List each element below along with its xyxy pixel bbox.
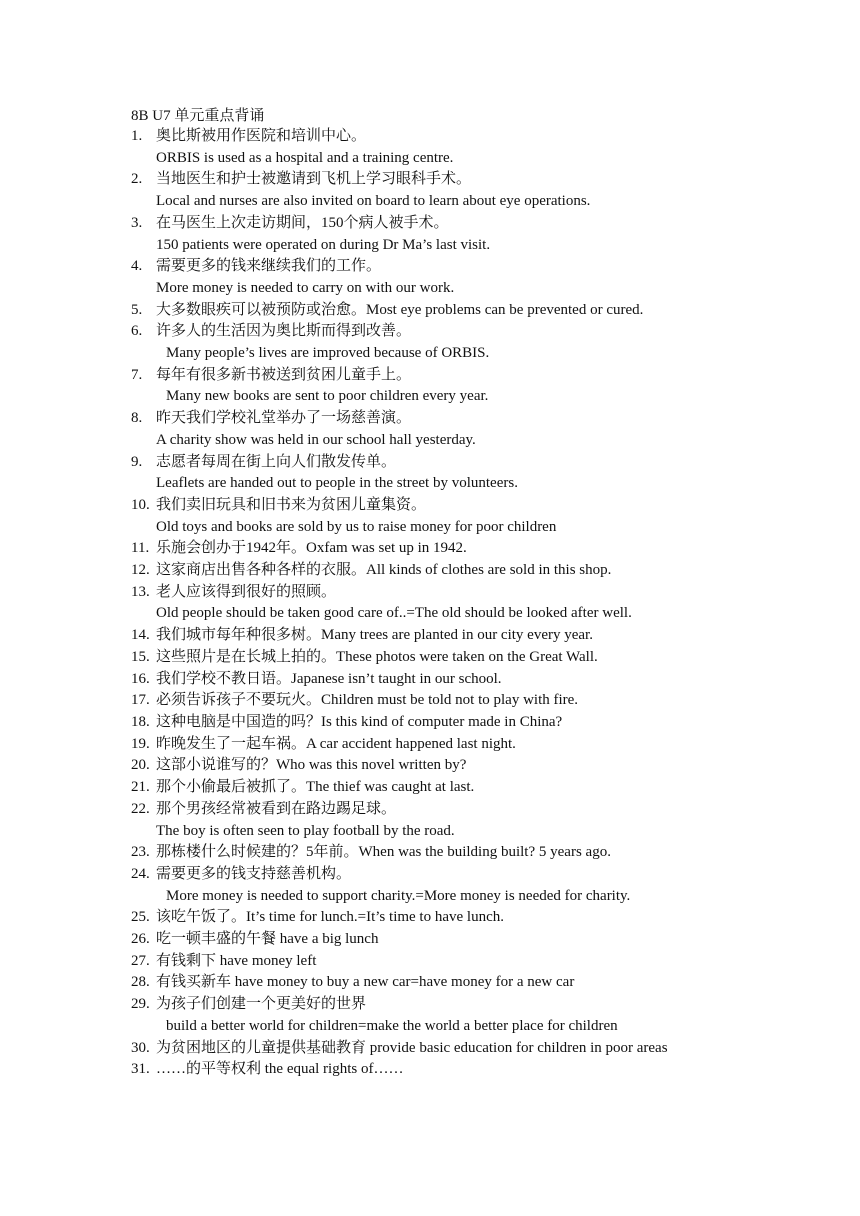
list-item xyxy=(131,799,741,842)
list-item xyxy=(131,582,741,625)
item-number: 16. xyxy=(131,670,150,687)
list-item xyxy=(131,951,741,973)
item-translation: Local and nurses are also invited on board to learn about eye operations. xyxy=(156,193,591,210)
item-text: 需要更多的钱支持慈善机构。 xyxy=(156,865,352,882)
item-text: ……的平等权利 the equal rights of…… xyxy=(156,1061,404,1078)
item-number: 5. xyxy=(131,301,143,318)
item-text: 那个男孩经常被看到在路边踢足球。 xyxy=(156,800,397,817)
item-text: 奥比斯被用作医院和培训中心。 xyxy=(156,128,367,144)
item-number: 6. xyxy=(131,323,143,340)
item-text: 乐施会创办于1942年。Oxfam was set up in 1942. xyxy=(156,540,467,557)
list-item xyxy=(131,907,741,929)
item-text: 需要更多的钱来继续我们的工作。 xyxy=(156,258,382,275)
item-number: 27. xyxy=(131,952,150,969)
item-number: 8. xyxy=(131,410,143,427)
list-item xyxy=(131,452,741,495)
item-number: 10. xyxy=(131,496,150,513)
item-text: 我们学校不教日语。Japanese isn’t taught in our school. xyxy=(156,670,502,687)
list-item xyxy=(131,929,741,951)
item-number: 31. xyxy=(131,1061,150,1078)
item-text: 这部小说谁写的？Who was this novel written by? xyxy=(156,757,467,774)
item-number: 20. xyxy=(131,757,150,774)
item-number: 11. xyxy=(131,540,150,557)
list-item xyxy=(131,560,741,582)
item-translation: Leaflets are handed out to people in the street by volunteers. xyxy=(156,475,518,492)
item-text: 许多人的生活因为奥比斯而得到改善。 xyxy=(156,323,412,340)
list-item xyxy=(131,169,741,212)
item-translation: A charity show was held in our school hall yesterday. xyxy=(156,431,476,448)
item-text: 有钱买新车 have money to buy a new car=have money for a new car xyxy=(156,974,575,991)
item-text: 那个小偷最后被抓了。The thief was caught at last. xyxy=(156,779,475,796)
item-number: 18. xyxy=(131,713,150,730)
item-text: 每年有很多新书被送到贫困儿童手上。 xyxy=(156,366,412,383)
list-item xyxy=(131,647,741,669)
item-number: 15. xyxy=(131,648,150,665)
list-item xyxy=(131,538,741,560)
list-item xyxy=(131,712,741,734)
item-text: 昨天我们学校礼堂举办了一场慈善演。 xyxy=(156,410,412,427)
list-item xyxy=(131,1038,741,1060)
item-text: 大多数眼疾可以被预防或治愈。Most eye problems can be prevented or cured. xyxy=(156,301,644,318)
item-number: 19. xyxy=(131,735,150,752)
list-item xyxy=(131,213,741,256)
item-text: 有钱剩下 have money left xyxy=(156,952,317,969)
list-item xyxy=(131,669,741,691)
item-text: 这家商店出售各种各样的衣服。All kinds of clothes are sold in this shop. xyxy=(156,562,612,579)
list-item xyxy=(131,625,741,647)
item-text: 为孩子们创建一个更美好的世界 xyxy=(156,996,367,1013)
list-item xyxy=(131,321,741,364)
item-text: 在马医生上次走访期间，150个病人被手术。 xyxy=(156,214,449,231)
item-number: 2. xyxy=(131,171,143,188)
list-item xyxy=(131,842,741,864)
item-translation: More money is needed to support charity.=More money is needed for charity. xyxy=(166,887,631,904)
list-item xyxy=(131,777,741,799)
list-item xyxy=(131,365,741,408)
item-number: 23. xyxy=(131,844,150,861)
item-number: 25. xyxy=(131,909,150,926)
item-text: 我们卖旧玩具和旧书来为贫困儿童集资。 xyxy=(156,496,427,513)
item-number: 12. xyxy=(131,562,150,579)
item-text: 这种电脑是中国造的吗？Is this kind of computer made in China? xyxy=(156,713,563,730)
item-number: 21. xyxy=(131,779,150,796)
item-number: 22. xyxy=(131,800,150,817)
item-number: 29. xyxy=(131,996,150,1013)
list-item xyxy=(131,126,741,169)
item-number: 17. xyxy=(131,692,150,709)
list-item xyxy=(131,300,741,322)
item-text: 那栋楼什么时候建的？5年前。When was the building built? 5 years ago. xyxy=(156,844,611,861)
item-translation: Many people’s lives are improved because of ORBIS. xyxy=(166,345,490,362)
item-translation: The boy is often seen to play football by the road. xyxy=(156,822,455,839)
document-title: 8B U7 单元重点背诵 xyxy=(131,108,265,124)
item-number: 14. xyxy=(131,627,150,644)
item-number: 7. xyxy=(131,366,143,383)
item-number: 13. xyxy=(131,583,150,600)
item-translation: ORBIS is used as a hospital and a training centre. xyxy=(156,149,454,166)
list-item xyxy=(131,495,741,538)
item-text: 这些照片是在长城上拍的。These photos were taken on the Great Wall. xyxy=(156,648,598,665)
list-item xyxy=(131,755,741,777)
item-text: 必须告诉孩子不要玩火。Children must be told not to play with fire. xyxy=(156,692,579,709)
item-translation: More money is needed to carry on with our work. xyxy=(156,279,455,296)
item-number: 3. xyxy=(131,214,143,231)
item-text: 当地医生和护士被邀请到飞机上学习眼科手术。 xyxy=(156,171,472,188)
item-number: 1. xyxy=(131,128,143,144)
item-text: 吃一顿丰盛的午餐 have a big lunch xyxy=(156,931,379,948)
item-number: 24. xyxy=(131,865,150,882)
item-number: 28. xyxy=(131,974,150,991)
document-body xyxy=(131,106,741,1081)
list-item xyxy=(131,994,741,1037)
item-translation: Many new books are sent to poor children every year. xyxy=(166,388,489,405)
list-item xyxy=(131,972,741,994)
list-item xyxy=(131,256,741,299)
item-number: 4. xyxy=(131,258,143,275)
item-translation: Old toys and books are sold by us to raise money for poor children xyxy=(156,518,557,535)
item-text: 昨晚发生了一起车祸。A car accident happened last night. xyxy=(156,735,516,752)
list-item xyxy=(131,734,741,756)
item-text: 该吃午饭了。It’s time for lunch.=It’s time to have lunch. xyxy=(156,909,504,926)
item-number: 9. xyxy=(131,453,143,470)
item-translation: build a better world for children=make the world a better place for children xyxy=(166,1017,618,1034)
item-translation: 150 patients were operated on during Dr Ma’s last visit. xyxy=(156,236,491,253)
list-item xyxy=(131,1059,741,1081)
item-number: 26. xyxy=(131,931,150,948)
item-text: 老人应该得到很好的照顾。 xyxy=(156,583,337,600)
recitation-list xyxy=(131,126,741,1081)
list-item xyxy=(131,690,741,712)
item-text: 志愿者每周在街上向人们散发传单。 xyxy=(156,453,397,470)
list-item xyxy=(131,408,741,451)
item-number: 30. xyxy=(131,1039,150,1056)
item-text: 我们城市每年种很多树。Many trees are planted in our city every year. xyxy=(156,627,593,644)
item-text: 为贫困地区的儿童提供基础教育 provide basic education for children in poor areas xyxy=(156,1039,668,1056)
list-item xyxy=(131,864,741,907)
item-translation: Old people should be taken good care of..=The old should be looked after well. xyxy=(156,605,632,622)
